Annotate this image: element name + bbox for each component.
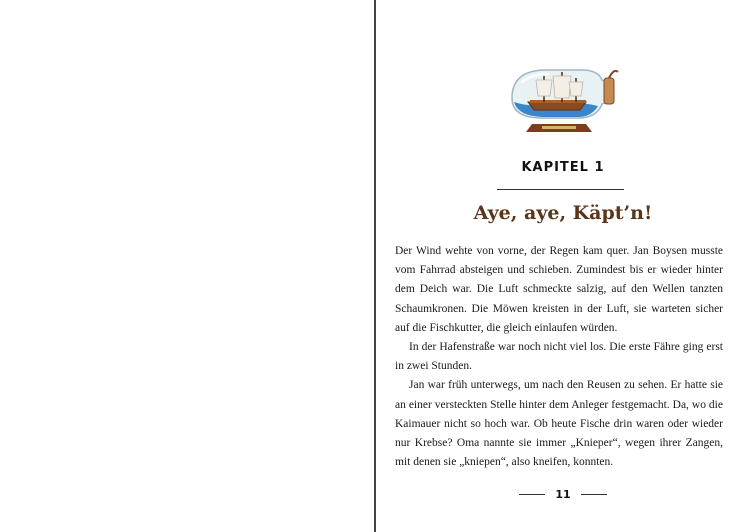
left-page-blank: [0, 0, 374, 532]
chapter-label: KAPITEL 1: [521, 160, 605, 175]
folio-dash-left: [519, 494, 545, 495]
right-page: [376, 0, 750, 532]
paragraph-3: Jan war früh unterwegs, um nach den Reusen zu sehen. Er hatte sie an einer versteckten Stelle hinter dem Anleger festgemacht. Da, wo die Kaimauer nicht so hoch war. Ob heute Fische drin waren oder wieder nur Krebse? Oma nannte sie immer „Knieper“, wegen ihrer Zangen, mit denen sie „kniepen“, also kneifen, konnten.: [395, 379, 723, 469]
paragraph-1: Der Wind wehte von vorne, der Regen kam quer. Jan Boysen musste vom Fahrrad absteigen und schieben. Zumindest bis er wieder hinter dem Deich war. Die Luft schmeckte salzig, auf den Wellen tanzten Schaumkronen. Die Möwen kreisten in der Luft, sie warteten sicher auf die Fischkutter, die gleich einlaufen würden.: [395, 245, 723, 334]
folio-dash-right: [581, 494, 607, 495]
paragraph-2: In der Hafenstraße war noch nicht viel los. Die erste Fähre ging erst in zwei Stunden.: [395, 341, 723, 373]
page-number: 11: [555, 488, 571, 501]
chapter-title: Aye, aye, Käpt’n!: [473, 202, 653, 224]
chapter-body: [395, 242, 723, 472]
ship-in-bottle-icon: [502, 58, 620, 142]
chapter-divider: [497, 189, 624, 190]
page-footer: [376, 488, 750, 501]
